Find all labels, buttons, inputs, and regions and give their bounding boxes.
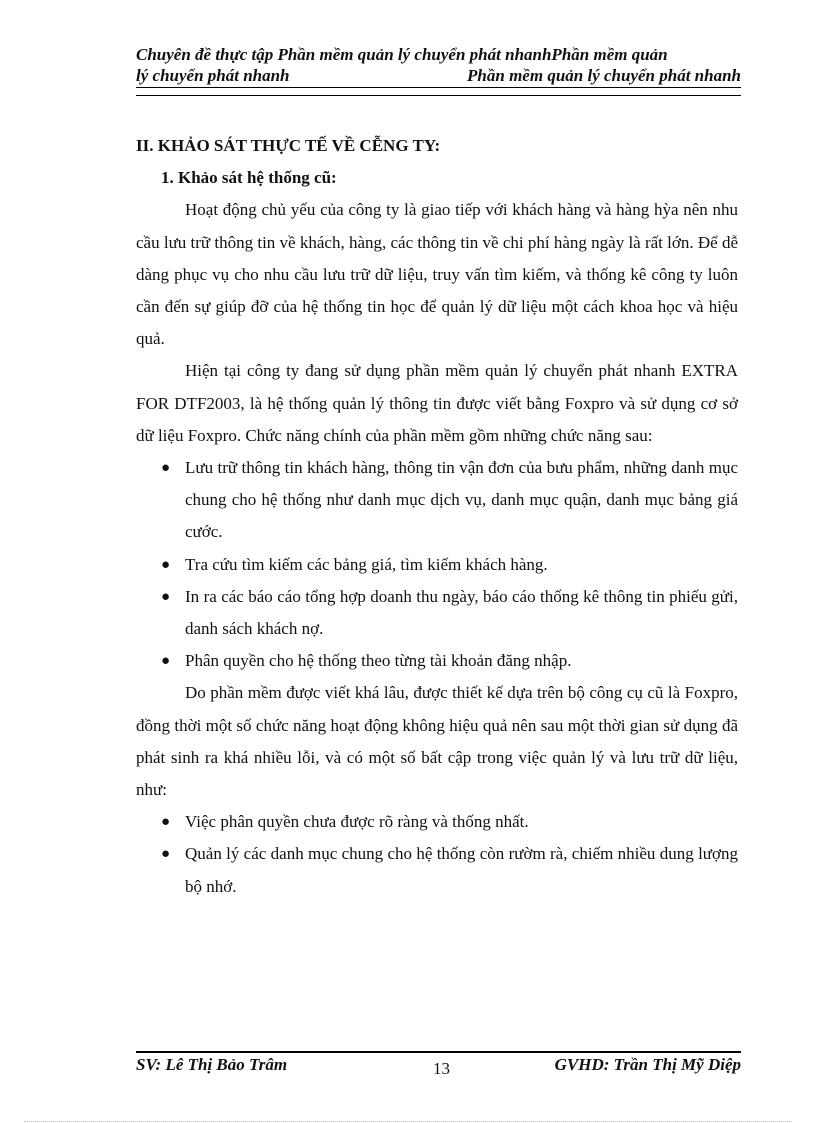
paragraph: Hiện tại công ty đang sử dụng phần mềm quản lý chuyển phát nhanh EXTRA FOR DTF2003, là hệ thống quản lý thông tin được viết bằng Foxpro và sử dụng cơ sở dữ liệu Foxpro. Chức năng chính của phần mềm gồm những chức năng sau: <box>136 361 738 445</box>
paragraph: Hoạt động chủ yếu của công ty là giao tiếp với khách hàng và hàng hỳa nên nhu cầu lưu trữ thông tin về khách, hàng, các thông tin về chi phí hàng ngày là rất lớn. Để dễ dàng phục vụ cho nhu cầu lưu trữ dữ liệu, truy vấn tìm kiếm, và thống kê công ty luôn cần đến sự giúp đỡ của hệ thống tin học để quản lý dữ liệu một cách khoa học và hiệu quả. <box>136 200 738 349</box>
subsection-heading: 1. Khảo sát hệ thống cũ: <box>161 168 337 188</box>
page-footer <box>136 1055 741 1079</box>
issue-list <box>136 806 738 903</box>
page-number: 13 <box>433 1059 450 1078</box>
list-item-text: Phân quyền cho hệ thống theo từng tài khoản đăng nhập. <box>185 651 572 671</box>
paragraph: Do phần mềm được viết khá lâu, được thiết kế dựa trên bộ công cụ cũ là Foxpro, đồng thời một số chức năng hoạt động không hiệu quả nên sau một thời gian sử dụng đã phát sinh ra khá nhiều lỗi, và có một số bất cập trong việc quản lý và lưu trữ dữ liệu, như: <box>136 683 738 800</box>
advisor-name: GVHD: Trần Thị Mỹ Diệp <box>554 1055 741 1074</box>
bullet-icon: ● <box>161 556 171 573</box>
header-line-2-right: Phần mềm quản lý chuyển phát nhanh <box>467 66 741 85</box>
body-content <box>136 130 738 903</box>
header-line-2 <box>136 65 741 88</box>
footer-divider <box>136 1051 741 1053</box>
header-line-2-left: lý chuyển phát nhanh <box>136 66 290 85</box>
list-item-text: Việc phân quyền chưa được rõ ràng và thống nhất. <box>185 812 529 832</box>
bullet-icon: ● <box>161 588 171 605</box>
bullet-icon: ● <box>161 653 171 670</box>
list-item-text: Quản lý các danh mục chung cho hệ thống còn rườm rà, chiếm nhiều dung lượng bộ nhớ. <box>185 844 738 896</box>
header-line-1: Chuyên đề thực tập Phần mềm quản lý chuyển phát nhanhPhần mềm quản <box>136 45 668 64</box>
bullet-icon: ● <box>161 460 171 477</box>
list-item-text: Lưu trữ thông tin khách hàng, thông tin vận đơn của bưu phẩm, những danh mục chung cho hệ thống như danh mục dịch vụ, danh mục quận, danh mục bảng giá cước. <box>185 458 738 542</box>
student-name: SV: Lê Thị Bảo Trâm <box>136 1055 288 1074</box>
list-item-text: In ra các báo cáo tổng hợp doanh thu ngày, báo cáo thống kê thông tin phiếu gửi, danh sách khách nợ. <box>185 586 738 639</box>
section-heading: II. KHẢO SÁT THỰC TẾ VỀ CỄNG TY: <box>136 136 441 155</box>
list-item <box>136 549 738 581</box>
bullet-icon: ● <box>161 846 171 863</box>
list-item <box>136 645 738 677</box>
page-edge-divider <box>24 1121 792 1122</box>
list-item <box>136 838 738 902</box>
header-divider <box>136 95 741 96</box>
list-item <box>136 806 738 838</box>
list-item <box>136 452 738 549</box>
feature-list <box>136 452 738 677</box>
list-item <box>136 581 738 645</box>
bullet-icon: ● <box>161 814 171 831</box>
page-header <box>136 44 741 88</box>
list-item-text: Tra cứu tìm kiếm các bảng giá, tìm kiếm khách hàng. <box>185 554 548 574</box>
